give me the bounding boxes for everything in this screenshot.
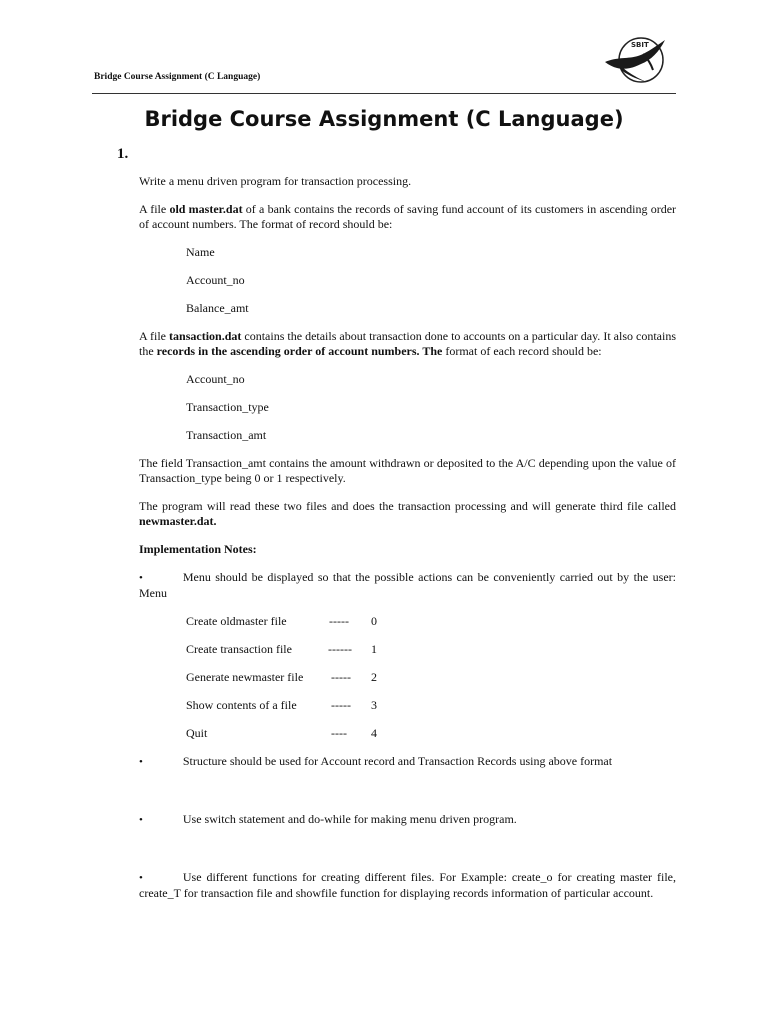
menu-row: Show contents of a file ----- 3 — [186, 698, 377, 712]
page-title: Bridge Course Assignment (C Language) — [144, 107, 624, 131]
bullet-item: • Use different functions for creating different files. For Example: create_o for creating master file, create_T for transaction file and showfile function for displaying records information of particular account. — [139, 870, 676, 900]
running-header: Bridge Course Assignment (C Language) — [94, 72, 261, 82]
menu-row: Generate newmaster file ----- 2 — [186, 670, 377, 684]
intro-paragraph: Write a menu driven program for transaction processing. — [139, 174, 412, 188]
field-transaction-amt: Transaction_amt — [186, 428, 267, 442]
paragraph-field-desc: The field Transaction_amt contains the amount withdrawn or deposited to the A/C depending upon the value of Transaction_type being 0 or 1 respectively. — [139, 456, 676, 485]
notes-heading: Implementation Notes: — [139, 542, 257, 556]
menu-row: Quit ---- 4 — [186, 726, 377, 740]
bullet-icon: • — [139, 572, 143, 584]
header-rule — [92, 93, 676, 94]
sbit-logo — [601, 34, 667, 88]
field-name: Name — [186, 245, 215, 259]
field-balance-amt: Balance_amt — [186, 301, 249, 315]
paragraph-program: The program will read these two files and does the transaction processing and will generate third file called newmaster.dat. — [139, 499, 676, 528]
menu-row: Create transaction file ------ 1 — [186, 642, 377, 656]
bullet-icon: • — [139, 814, 143, 826]
bullet-item: • Use switch statement and do-while for making menu driven program. — [139, 812, 517, 826]
field-account-no: Account_no — [186, 273, 245, 287]
paragraph-old-master: A file old master.dat of a bank contains the records of saving fund account of its customers in ascending order of account numbers. The format of record should be: — [139, 202, 677, 231]
field-transaction-type: Transaction_type — [186, 400, 269, 414]
menu-row: Create oldmaster file ----- 0 — [186, 614, 377, 628]
bullet-item: • Menu should be displayed so that the possible actions can be conveniently carried out by the user: Menu — [139, 570, 676, 600]
question-number: 1. — [117, 146, 129, 162]
field-account-no: Account_no — [186, 372, 245, 386]
document-body — [139, 174, 676, 914]
paragraph-transaction: A file tansaction.dat contains the details about transaction done to accounts on a particular day. It also contains the records in the ascending order of account numbers. The format of each record should be: — [139, 329, 677, 358]
bullet-item: • Structure should be used for Account record and Transaction Records using above format — [139, 754, 613, 768]
bullet-icon: • — [139, 872, 143, 884]
logo-text: SBIT — [631, 41, 649, 49]
bullet-icon: • — [139, 756, 143, 768]
